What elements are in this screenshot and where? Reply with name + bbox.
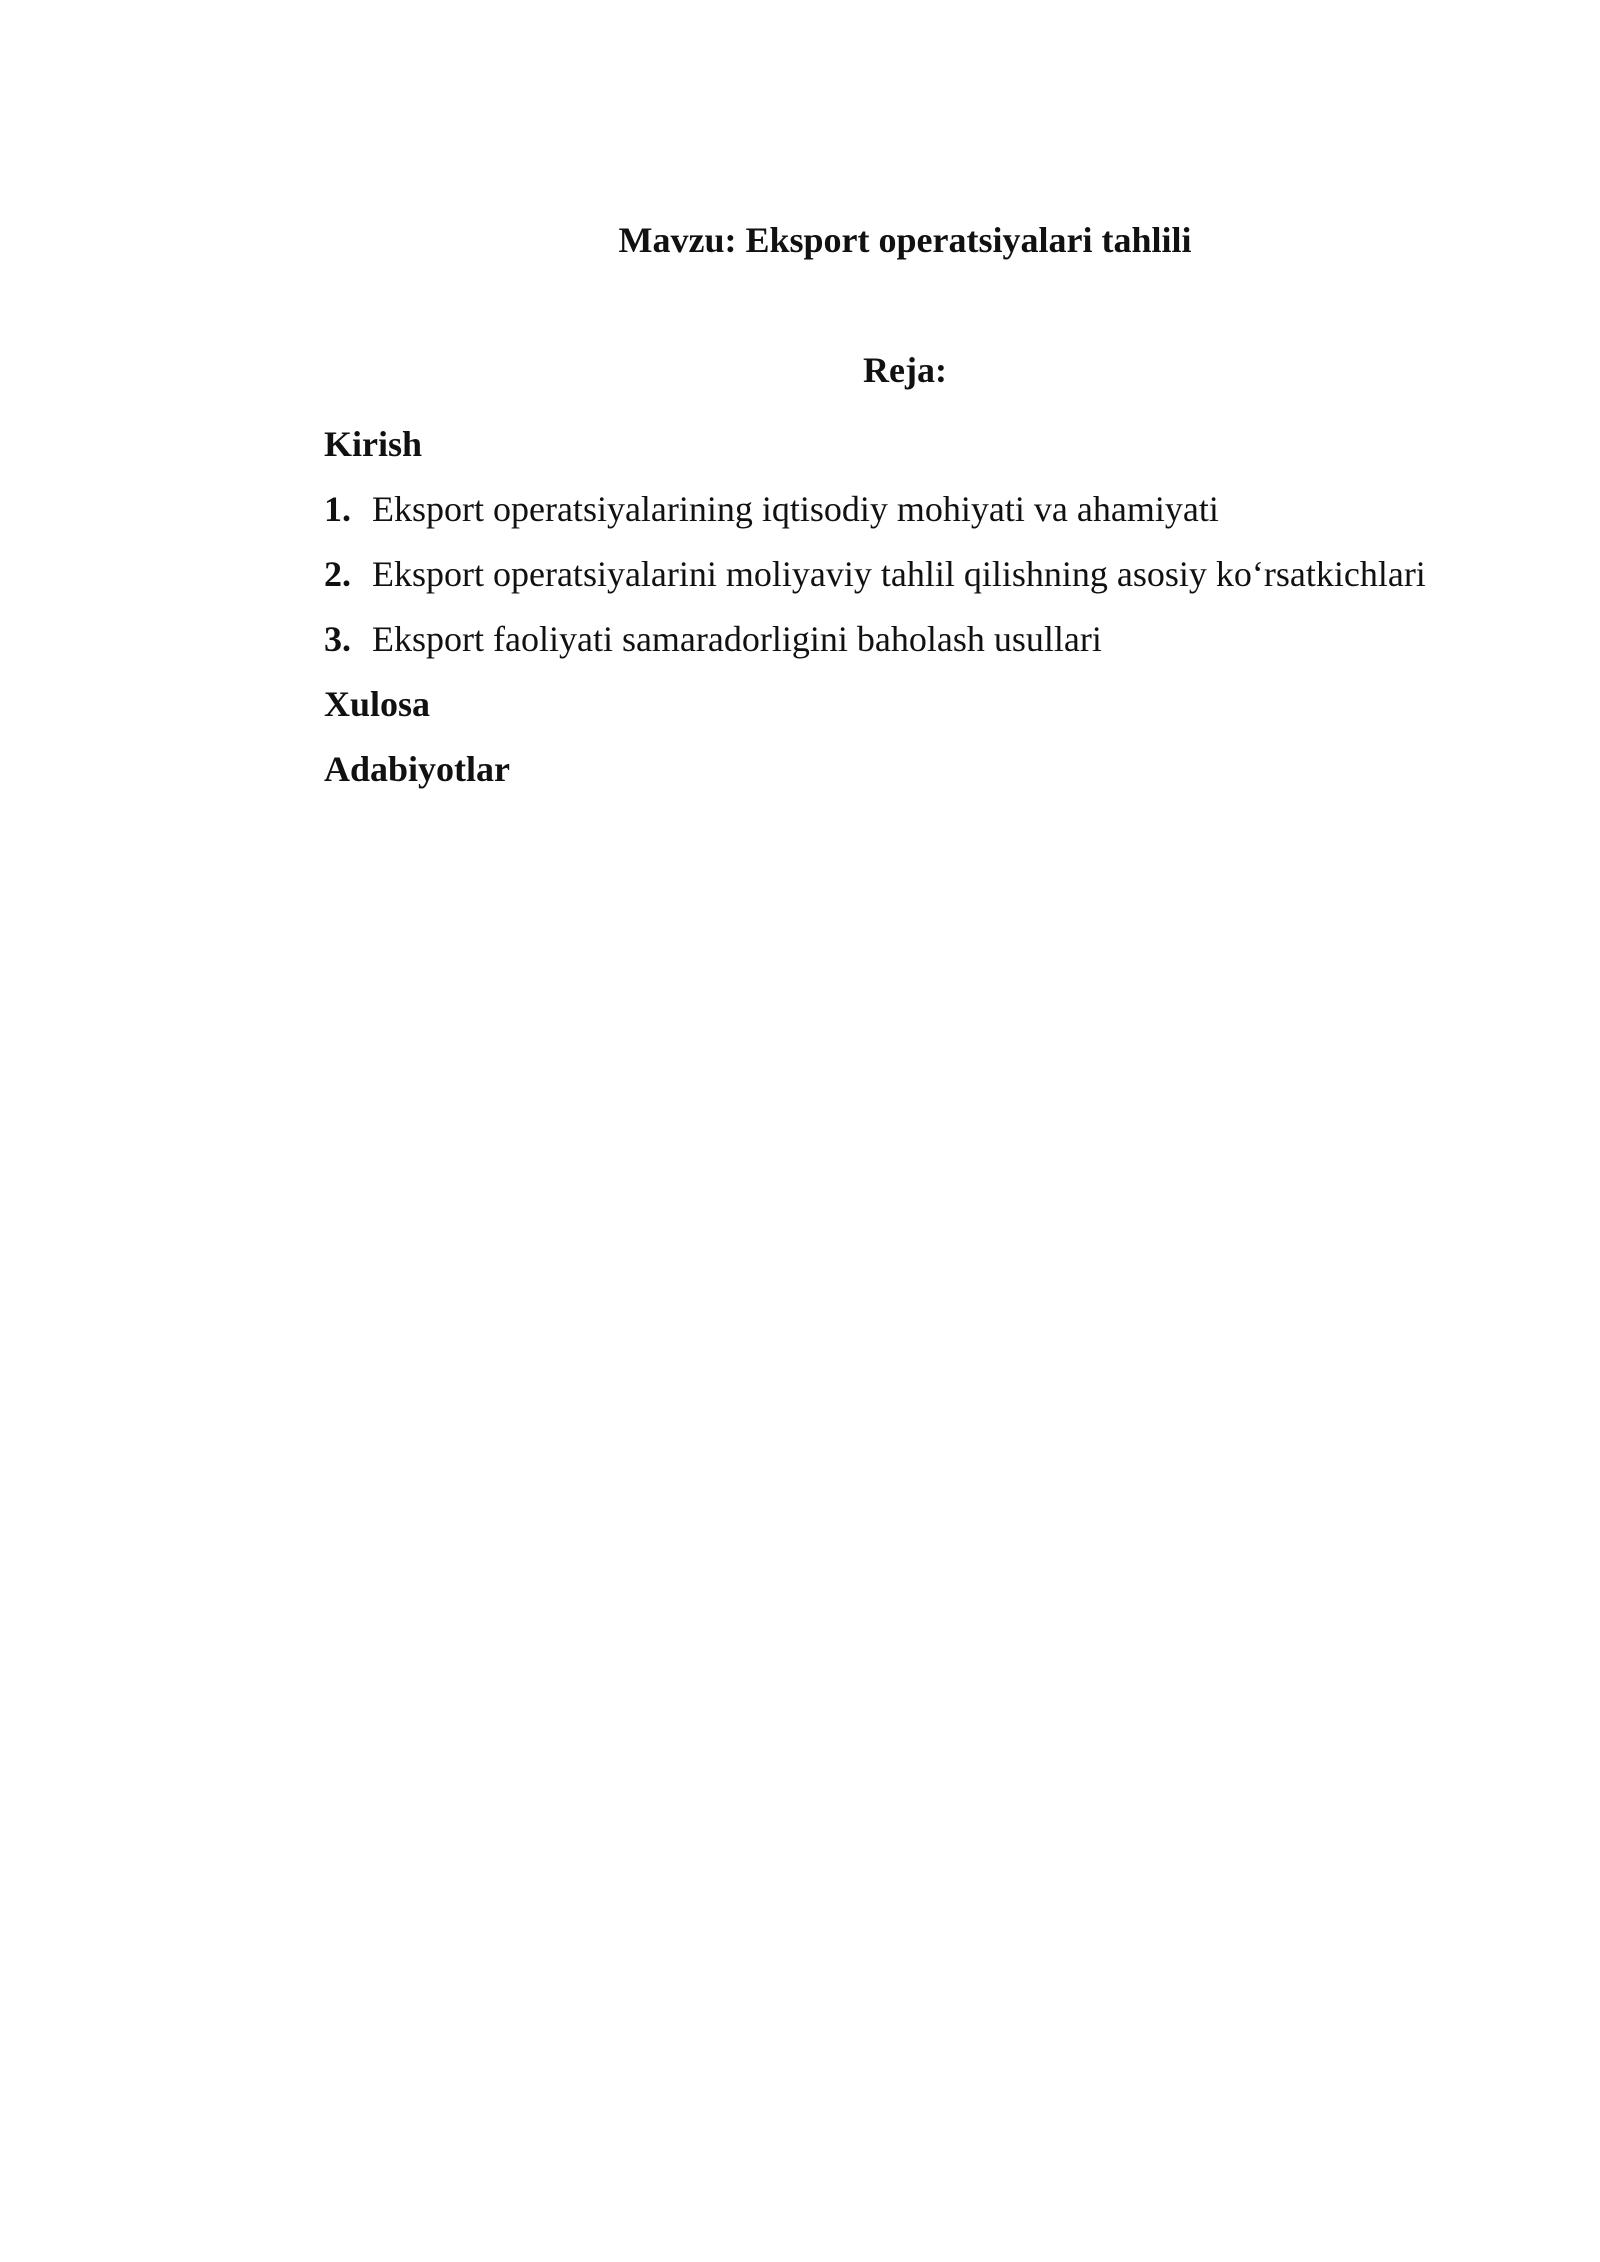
outline-item-number: 2. [324, 554, 351, 594]
outline-item [324, 477, 1574, 542]
outline-item-number: 1. [324, 489, 351, 529]
outline-item [324, 607, 1574, 672]
outline-item-text: Eksport faoliyati samaradorligini baholash usullari [372, 619, 1102, 659]
outline-intro: Kirish [324, 424, 423, 464]
plan-outline [324, 412, 1574, 802]
page-title: Mavzu: Eksport operatsiyalari tahlili [618, 220, 1192, 260]
outline-references: Adabiyotlar [324, 749, 511, 789]
outline-item [324, 542, 1574, 607]
outline-conclusion: Xulosa [324, 684, 431, 724]
outline-item-number: 3. [324, 619, 351, 659]
plan-heading: Reja: [863, 350, 947, 390]
outline-item-text: Eksport operatsiyalarini moliyaviy tahlil qilishning asosiy ko‘rsatkichlari [372, 554, 1426, 594]
outline-item-text: Eksport operatsiyalarining iqtisodiy mohiyati va ahamiyati [372, 489, 1219, 529]
